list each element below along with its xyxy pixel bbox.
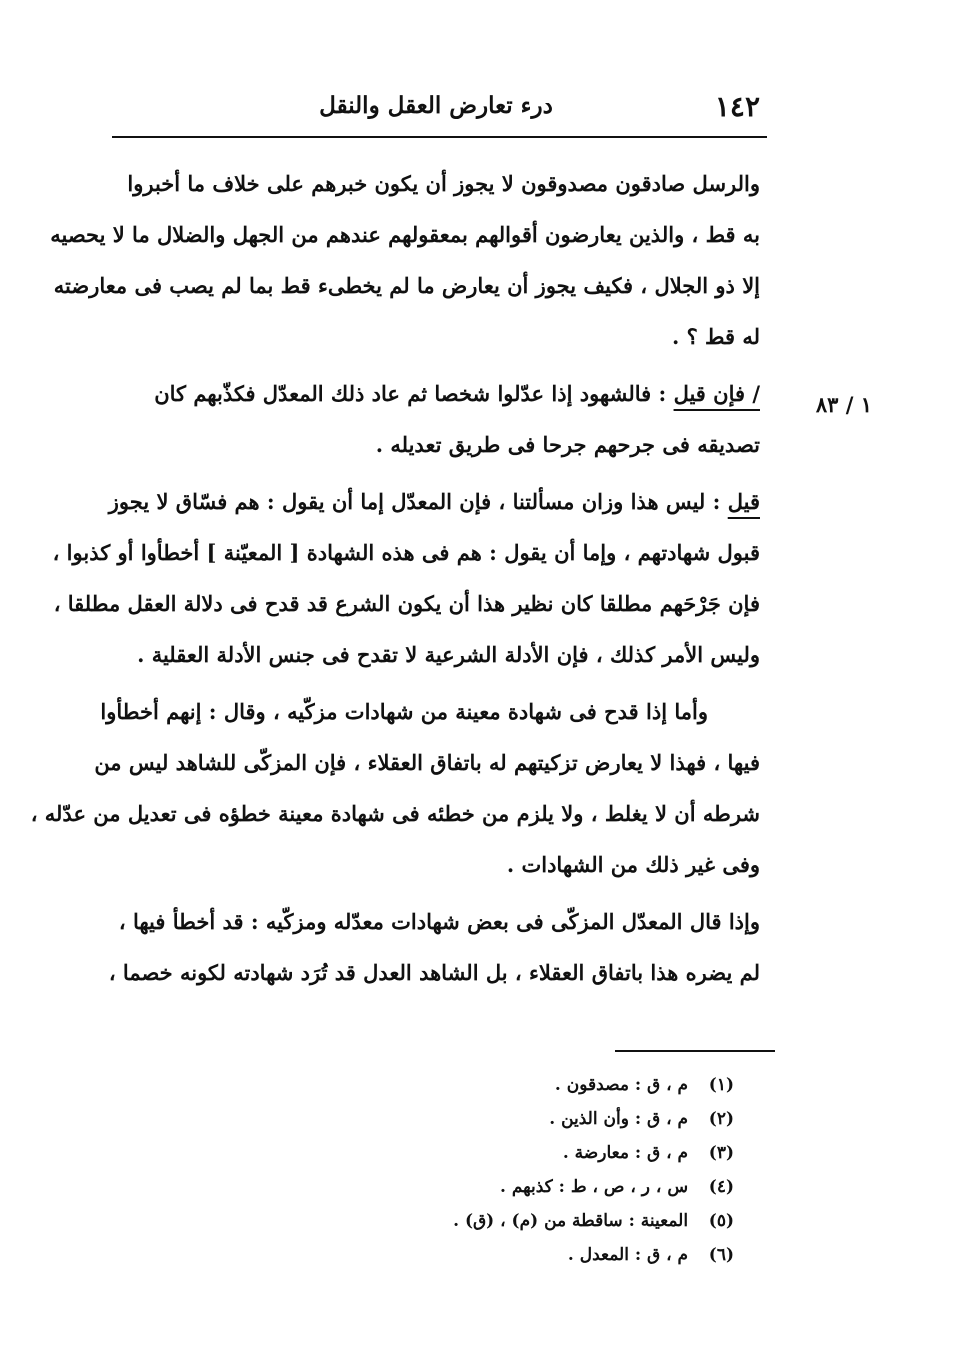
text-line: فيها ، فهذا لا يعارض تزكيتهم له باتفاق العقلاء ، فإن المزكّى للشاهد ليس من: [94, 750, 760, 775]
footnote-text: المعينة : ساقطة من (م) ، (ق) .: [453, 1211, 689, 1231]
text-run: : ليس هذا وزان مسألتنا ، فإن المعدّل إما أن يقول : هم فسّاق لا يجوز: [108, 489, 728, 514]
footnote: [314, 1102, 734, 1136]
footnote-text: م ، ق : معارضة .: [562, 1143, 689, 1163]
text-line: شرطه أن لا يغلط ، ولا يلزم من خطئه فى شهادة معينة خطؤه فى تعديل من عدّله ،: [30, 801, 760, 826]
footnote-text: م ، ق : مصدقون .: [554, 1075, 689, 1095]
footnote: [314, 1170, 734, 1204]
header-rule: [112, 136, 767, 138]
text-line: والرسل صادقون مصدوقون لا يجوز أن يكون خبرهم على خلاف ما أخبروا: [127, 171, 760, 196]
text-line: إلا ذو الجلال ، فكيف يجوز أن يعارض ما لم يخطىء قط بما لم يصب فى معارضته: [53, 273, 760, 298]
page-number: ١٤٢: [714, 90, 760, 123]
paragraph-3: [52, 476, 760, 680]
text-line: قبول شهادتهم ، وإما أن يقول : هم فى هذه الشهادة [ المعيّنة ] أخطأوا أو كذبوا ،: [52, 540, 760, 565]
footnote: [314, 1136, 734, 1170]
footnote-number: (١): [708, 1075, 734, 1095]
footnote-text: م ، ق : المعدل .: [567, 1245, 689, 1265]
text-line: لم يضره هذا باتفاق العقلاء ، بل الشاهد العدل قد تُرَد شهادته لكونه خصما ،: [108, 960, 760, 985]
paragraph-4: [30, 686, 760, 890]
text-line: فإن جَرْحَهم مطلقا كان نظير هذا أن يكون الشرع قد قدح فى دلالة العقل مطلقا ،: [53, 591, 760, 616]
footnote: [314, 1068, 734, 1102]
footnotes: [314, 1068, 734, 1272]
text-line: تصديقه فى جرحهم جرحا فى طريق تعديله .: [375, 432, 760, 457]
paragraph-2: [112, 368, 760, 470]
page-header: [112, 88, 760, 132]
footnote: [314, 1238, 734, 1272]
paragraph-lead: / فإن قيل: [673, 381, 760, 406]
margin-reference: ١ / ٨٣: [815, 392, 872, 417]
footnote-number: (٤): [708, 1177, 734, 1197]
text-line: وفى غير ذلك من الشهادات .: [506, 852, 760, 877]
text-run: : فالشهود إذا عدّلوا شخصا ثم عاد ذلك المعدّل فكذّبهم كان: [154, 381, 674, 406]
text-line: له قط ؟ .: [671, 324, 760, 349]
footnote-number: (٣): [708, 1143, 734, 1163]
paragraph-lead: قيل: [727, 489, 760, 514]
text-line: به قط ، والذين يعارضون أقوالهم بمعقولهم عندهم من الجهل والضلال ما لا يحصيه: [50, 222, 760, 247]
main-text: [30, 158, 760, 1004]
running-title: درء تعارض العقل والنقل: [319, 92, 553, 119]
footnote-number: (٢): [708, 1109, 734, 1129]
paragraph-1: [50, 158, 760, 362]
text-line: وأما إذا قدح فى شهادة معينة من شهادات مزكّيه ، وقال : إنهم أخطأوا: [100, 699, 708, 724]
text-line: [112, 368, 760, 419]
footnote-text: م ، ق : وأن الذين .: [549, 1109, 689, 1129]
footnote: [314, 1204, 734, 1238]
text-line: وليس الأمر كذلك ، فإن الأدلة الشرعية لا تقدح فى جنس الأدلة العقلية .: [137, 642, 760, 667]
paragraph-5: [108, 896, 760, 998]
footnote-number: (٦): [708, 1245, 734, 1265]
text-line: [108, 476, 760, 527]
footnote-number: (٥): [708, 1211, 734, 1231]
footnote-rule: [615, 1050, 775, 1052]
footnote-text: س ، ر ، ص ، ط : كذبهم .: [500, 1177, 689, 1197]
text-line: وإذا قال المعدّل المزكّى فى بعض شهادات معدّله ومزكّيه : قد أخطأ فيها ،: [118, 909, 760, 934]
